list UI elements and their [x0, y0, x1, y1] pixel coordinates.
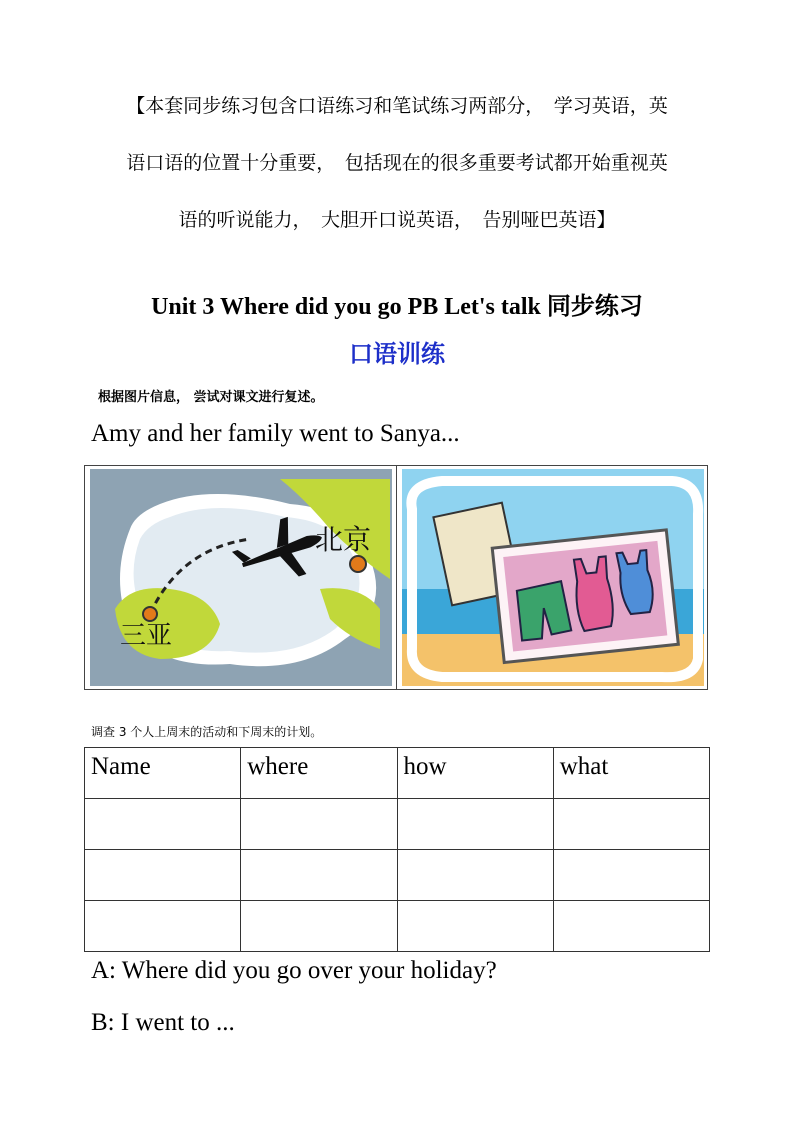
page-title: Unit 3 Where did you go PB Let's talk 同步练习: [151, 294, 643, 320]
table-row: [85, 850, 710, 901]
intro-line: 语口语的位置十分重要， 包括现在的很多重要考试都开始重视英: [126, 152, 668, 174]
table-cell[interactable]: [397, 850, 553, 901]
column-header: what: [553, 748, 709, 799]
instruction-survey: 调查 3 个人上周末的活动和下周末的计划。: [91, 725, 323, 739]
table-cell[interactable]: [397, 799, 553, 850]
table-cell[interactable]: [241, 850, 397, 901]
section-title: 口语训练: [349, 340, 445, 368]
table-cell[interactable]: [553, 901, 709, 952]
intro-text: [60, 78, 734, 249]
table-cell[interactable]: [553, 799, 709, 850]
table-cell[interactable]: [241, 799, 397, 850]
intro-line: 语的听说能力， 大胆开口说英语， 告别哑巴英语】: [178, 209, 616, 231]
picture-flight: [85, 466, 396, 689]
picture-beach: [396, 466, 708, 689]
table-row: [85, 901, 710, 952]
label-beijing: 北京: [315, 523, 372, 556]
table-cell[interactable]: [241, 901, 397, 952]
table-row: [85, 799, 710, 850]
label-sanya: 三亚: [120, 621, 173, 651]
intro-line: 【本套同步练习包含口语练习和笔试练习两部分， 学习英语，英: [126, 95, 668, 117]
dialog-question: A: Where did you go over your holiday?: [91, 957, 497, 984]
airplane-icon: [90, 469, 392, 686]
table-cell[interactable]: [85, 901, 241, 952]
table-cell[interactable]: [397, 901, 553, 952]
picture-frame: [84, 465, 708, 690]
survey-table: [84, 747, 710, 952]
table-cell[interactable]: [85, 799, 241, 850]
table-cell[interactable]: [85, 850, 241, 901]
dialog-answer: B: I went to ...: [91, 1009, 235, 1036]
table-cell[interactable]: [553, 850, 709, 901]
column-header: how: [397, 748, 553, 799]
column-header: Name: [85, 748, 241, 799]
swimwear-icon: [402, 469, 704, 686]
table-header-row: [85, 748, 710, 799]
instruction-retell: 根据图片信息， 尝试对课文进行复述。: [98, 390, 324, 405]
story-prompt: Amy and her family went to Sanya...: [91, 420, 460, 447]
column-header: where: [241, 748, 397, 799]
